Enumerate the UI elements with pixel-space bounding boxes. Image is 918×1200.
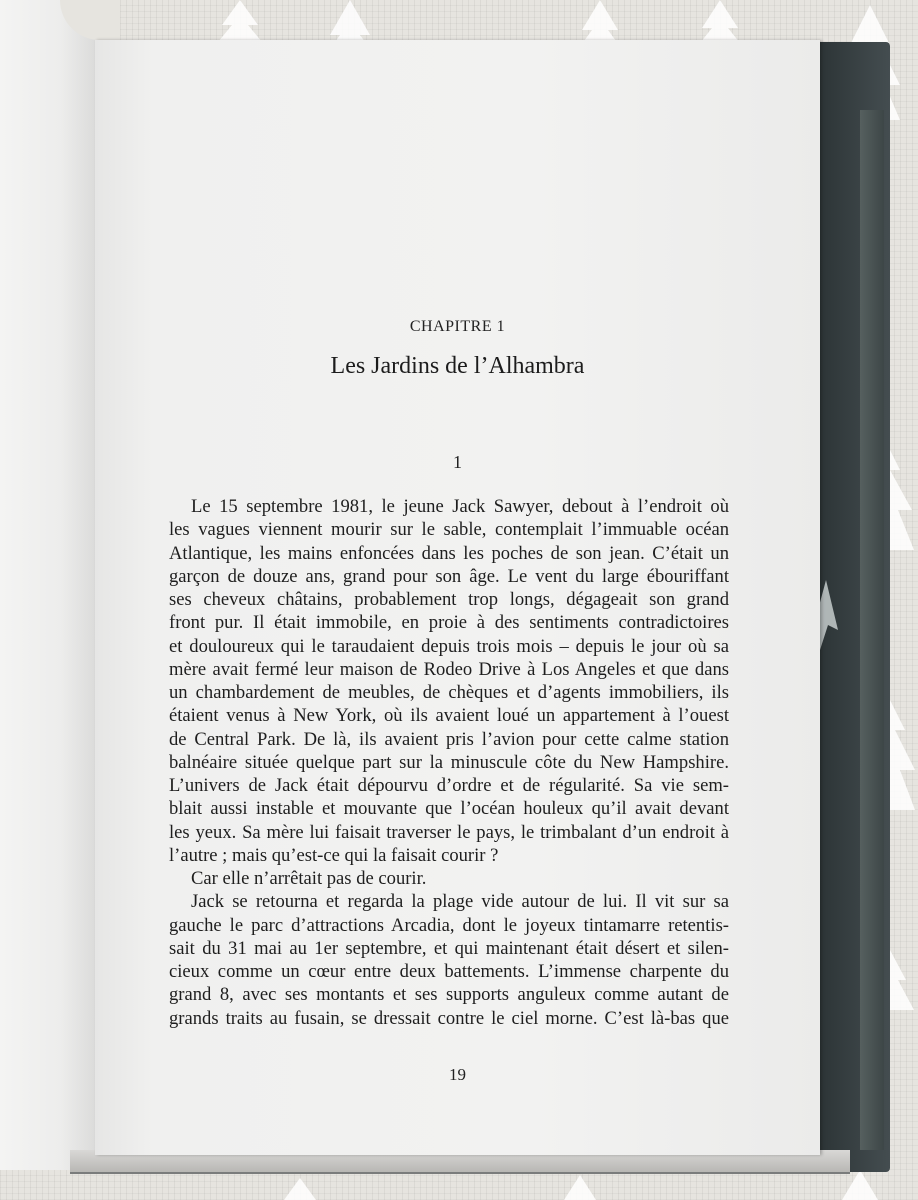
page-number: 19 bbox=[449, 1065, 466, 1084]
text-line: grand 8, avec ses montants et ses supports anguleux comme autant de bbox=[169, 984, 729, 1006]
book-page bbox=[95, 40, 820, 1155]
text-line: les vagues viennent mourir sur le sable, contemplait l’immuable océan bbox=[169, 519, 729, 541]
book-cover-edge bbox=[860, 110, 884, 1150]
text-line: étaient venus à New York, où ils avaient loué un appartement à l’ouest bbox=[169, 705, 729, 727]
text-line: ses cheveux châtains, probablement trop longs, dégageait son grand bbox=[169, 589, 729, 610]
text-line: mère avait fermé leur maison de Rodeo Drive à Los Angeles et que dans bbox=[169, 658, 729, 680]
chapter-label: CHAPITRE 1 bbox=[409, 318, 506, 335]
text-line: l’autre ; mais qu’est-ce qui la faisait courir ? bbox=[169, 844, 499, 866]
text-line: Car elle n’arrêtait pas de courir. bbox=[191, 868, 427, 889]
text-line: gauche le parc d’attractions Arcadia, dont le joyeux tintamarre retentis- bbox=[169, 914, 729, 936]
chapter-title: Les Jardins de l’Alhambra bbox=[330, 353, 585, 379]
text-line: les yeux. Sa mère lui faisait traverser le pays, le trimbalant d’un endroit à bbox=[169, 821, 729, 843]
text-line: sait du 31 mai au 1er septembre, et qui maintenant était désert et silen- bbox=[169, 937, 729, 959]
text-line: grands traits au fusain, se dressait contre le ciel morne. C’est là-bas que bbox=[169, 1007, 729, 1029]
text-line: et douloureux qui le taraudaient depuis trois mois – depuis le jour où sa bbox=[169, 635, 729, 657]
text-line: balnéaire située quelque part sur la minuscule côte du New Hampshire. bbox=[169, 751, 729, 773]
text-line: Le 15 septembre 1981, le jeune Jack Sawyer, debout à l’endroit où bbox=[191, 496, 729, 517]
text-line: de Central Park. De là, ils avaient pris l’avion pour cette calme station bbox=[169, 728, 729, 750]
text-line: Jack se retourna et regarda la plage vide autour de lui. Il vit sur sa bbox=[191, 891, 729, 913]
text-line: front pur. Il était immobile, en proie à des sentiments contradictoires bbox=[169, 612, 729, 634]
text-line: blait aussi instable et mouvante que l’océan houleux qu’il avait devant bbox=[169, 798, 729, 820]
text-line: Atlantique, les mains enfoncées dans les poches de son jean. C’était un bbox=[169, 542, 729, 564]
text-line: cieux comme un cœur entre deux battements. L’immense charpente du bbox=[169, 961, 729, 982]
text-line: garçon de douze ans, grand pour son âge. Le vent du large ébouriffant bbox=[169, 565, 729, 587]
text-line: un chambardement de meubles, de chèques et d’agents immobiliers, ils bbox=[169, 682, 729, 703]
left-page-curl bbox=[0, 0, 100, 1170]
chapter-body-text bbox=[169, 495, 729, 1030]
section-number: 1 bbox=[453, 452, 462, 472]
text-line: L’univers de Jack était dépourvu d’ordre et de régularité. Sa vie sem- bbox=[169, 775, 729, 796]
